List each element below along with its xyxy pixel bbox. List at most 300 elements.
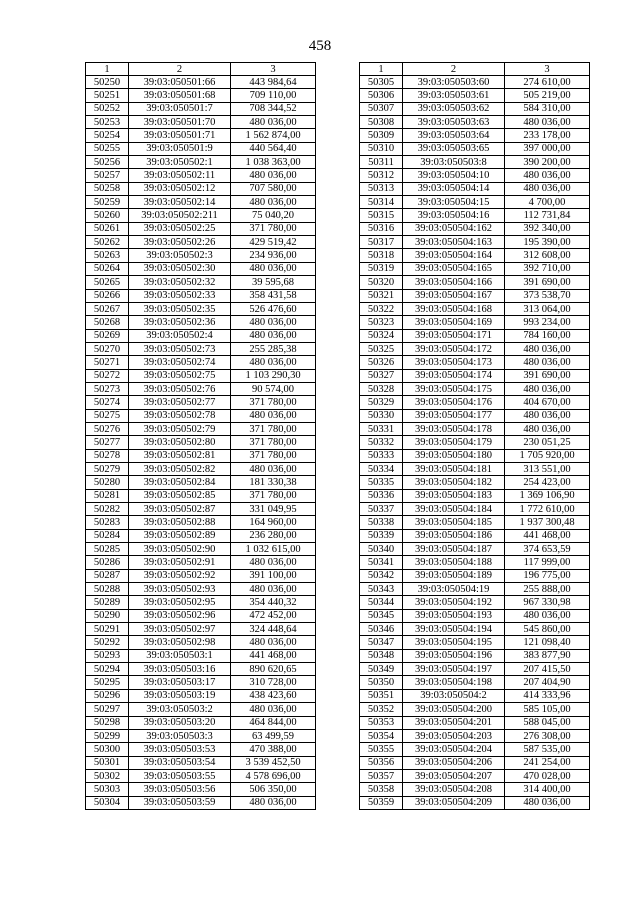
cadastral-number-cell: 39:03:050503:19 (129, 689, 231, 702)
cadastral-number-cell: 39:03:050502:80 (129, 436, 231, 449)
cadastral-number-cell: 39:03:050504:167 (403, 289, 505, 302)
value-cell: 331 049,95 (231, 503, 316, 516)
cadastral-number-cell: 39:03:050502:25 (129, 222, 231, 235)
value-cell: 207 404,90 (505, 676, 590, 689)
row-number-cell: 50334 (360, 462, 403, 475)
table-row (86, 583, 316, 596)
row-number-cell: 50354 (360, 729, 403, 742)
table-row (360, 649, 590, 662)
table-row (86, 302, 316, 315)
value-cell: 588 045,00 (505, 716, 590, 729)
value-cell: 480 036,00 (231, 796, 316, 809)
cadastral-number-cell: 39:03:050502:30 (129, 262, 231, 275)
value-cell: 1 562 874,00 (231, 129, 316, 142)
row-number-cell: 50298 (86, 716, 129, 729)
table-row (360, 249, 590, 262)
cadastral-number-cell: 39:03:050504:178 (403, 422, 505, 435)
value-cell: 397 000,00 (505, 142, 590, 155)
cadastral-number-cell: 39:03:050502:73 (129, 342, 231, 355)
table-row (360, 783, 590, 796)
row-number-cell: 50283 (86, 516, 129, 529)
cadastral-number-cell: 39:03:050503:16 (129, 663, 231, 676)
value-cell: 480 036,00 (231, 556, 316, 569)
row-number-cell: 50259 (86, 196, 129, 209)
table-row (360, 503, 590, 516)
row-number-cell: 50343 (360, 583, 403, 596)
column-header: 1 (360, 63, 403, 76)
table-row (360, 516, 590, 529)
cadastral-number-cell: 39:03:050502:82 (129, 462, 231, 475)
row-number-cell: 50269 (86, 329, 129, 342)
row-number-cell: 50338 (360, 516, 403, 529)
cadastral-number-cell: 39:03:050504:186 (403, 529, 505, 542)
row-number-cell: 50344 (360, 596, 403, 609)
table-row (86, 623, 316, 636)
row-number-cell: 50347 (360, 636, 403, 649)
table-row (360, 356, 590, 369)
cadastral-number-cell: 39:03:050503:56 (129, 783, 231, 796)
cadastral-number-cell: 39:03:050504:172 (403, 342, 505, 355)
table-row (360, 743, 590, 756)
value-cell: 241 254,00 (505, 756, 590, 769)
value-cell: 480 036,00 (231, 329, 316, 342)
cadastral-number-cell: 39:03:050503:55 (129, 769, 231, 782)
row-number-cell: 50333 (360, 449, 403, 462)
value-cell: 480 036,00 (231, 409, 316, 422)
value-cell: 480 036,00 (505, 182, 590, 195)
table-row (86, 556, 316, 569)
value-cell: 313 551,00 (505, 462, 590, 475)
row-number-cell: 50256 (86, 156, 129, 169)
value-cell: 1 032 615,00 (231, 543, 316, 556)
row-number-cell: 50297 (86, 703, 129, 716)
value-cell: 63 499,59 (231, 729, 316, 742)
table-row (86, 783, 316, 796)
row-number-cell: 50282 (86, 503, 129, 516)
cadastral-number-cell: 39:03:050504:176 (403, 396, 505, 409)
row-number-cell: 50352 (360, 703, 403, 716)
table-row (360, 663, 590, 676)
row-number-cell: 50257 (86, 169, 129, 182)
table-row (86, 396, 316, 409)
table-row (86, 236, 316, 249)
value-cell: 121 098,40 (505, 636, 590, 649)
table-row (360, 623, 590, 636)
row-number-cell: 50264 (86, 262, 129, 275)
value-cell: 195 390,00 (505, 236, 590, 249)
value-cell: 310 728,00 (231, 676, 316, 689)
value-cell: 480 036,00 (231, 462, 316, 475)
row-number-cell: 50305 (360, 76, 403, 89)
table-row (360, 543, 590, 556)
table-row (360, 569, 590, 582)
row-number-cell: 50350 (360, 676, 403, 689)
table-row (86, 116, 316, 129)
table-row (86, 102, 316, 115)
row-number-cell: 50329 (360, 396, 403, 409)
table-row (86, 529, 316, 542)
row-number-cell: 50331 (360, 422, 403, 435)
column-header: 3 (505, 63, 590, 76)
row-number-cell: 50262 (86, 236, 129, 249)
cadastral-number-cell: 39:03:050504:182 (403, 476, 505, 489)
cadastral-number-cell: 39:03:050502:89 (129, 529, 231, 542)
page-number: 458 (308, 38, 332, 54)
table-row (86, 476, 316, 489)
row-number-cell: 50285 (86, 543, 129, 556)
table-row (360, 262, 590, 275)
table-row (86, 516, 316, 529)
cadastral-number-cell: 39:03:050504:177 (403, 409, 505, 422)
table-row (360, 756, 590, 769)
table-row (360, 129, 590, 142)
cadastral-number-cell: 39:03:050501:71 (129, 129, 231, 142)
value-cell: 707 580,00 (231, 182, 316, 195)
table-row (86, 689, 316, 702)
value-cell: 207 415,50 (505, 663, 590, 676)
cadastral-number-cell: 39:03:050503:8 (403, 156, 505, 169)
row-number-cell: 50309 (360, 129, 403, 142)
value-cell: 1 103 290,30 (231, 369, 316, 382)
value-cell: 1 937 300,48 (505, 516, 590, 529)
table-row (360, 689, 590, 702)
row-number-cell: 50341 (360, 556, 403, 569)
table-row (360, 289, 590, 302)
row-number-cell: 50325 (360, 342, 403, 355)
row-number-cell: 50340 (360, 543, 403, 556)
value-cell: 390 200,00 (505, 156, 590, 169)
value-cell: 196 775,00 (505, 569, 590, 582)
value-cell: 470 028,00 (505, 769, 590, 782)
value-cell: 313 064,00 (505, 302, 590, 315)
table-row (360, 462, 590, 475)
row-number-cell: 50302 (86, 769, 129, 782)
value-cell: 39 595,68 (231, 276, 316, 289)
value-cell: 90 574,00 (231, 382, 316, 395)
row-number-cell: 50359 (360, 796, 403, 809)
value-cell: 526 476,60 (231, 302, 316, 315)
table-row (360, 703, 590, 716)
value-cell: 1 038 363,00 (231, 156, 316, 169)
row-number-cell: 50275 (86, 409, 129, 422)
value-cell: 164 960,00 (231, 516, 316, 529)
cadastral-number-cell: 39:03:050502:26 (129, 236, 231, 249)
cadastral-number-cell: 39:03:050504:15 (403, 196, 505, 209)
cadastral-number-cell: 39:03:050502:1 (129, 156, 231, 169)
row-number-cell: 50267 (86, 302, 129, 315)
value-cell: 371 780,00 (231, 436, 316, 449)
value-cell: 404 670,00 (505, 396, 590, 409)
table-row (360, 329, 590, 342)
table-row (86, 609, 316, 622)
row-number-cell: 50346 (360, 623, 403, 636)
cadastral-number-cell: 39:03:050502:95 (129, 596, 231, 609)
table-row (360, 369, 590, 382)
row-number-cell: 50268 (86, 316, 129, 329)
header-row (86, 63, 316, 76)
cadastral-number-cell: 39:03:050502:35 (129, 302, 231, 315)
table-row (86, 409, 316, 422)
value-cell: 709 110,00 (231, 89, 316, 102)
table-row (86, 196, 316, 209)
row-number-cell: 50253 (86, 116, 129, 129)
table-row (360, 76, 590, 89)
table-row (86, 769, 316, 782)
table-row (86, 596, 316, 609)
row-number-cell: 50278 (86, 449, 129, 462)
value-cell: 480 036,00 (231, 703, 316, 716)
table-row (86, 142, 316, 155)
cadastral-number-cell: 39:03:050502:36 (129, 316, 231, 329)
cadastral-number-cell: 39:03:050502:75 (129, 369, 231, 382)
value-cell: 545 860,00 (505, 623, 590, 636)
cadastral-number-cell: 39:03:050504:184 (403, 503, 505, 516)
row-number-cell: 50274 (86, 396, 129, 409)
cadastral-number-cell: 39:03:050504:181 (403, 462, 505, 475)
value-cell: 505 219,00 (505, 89, 590, 102)
value-cell: 371 780,00 (231, 449, 316, 462)
table-row (360, 556, 590, 569)
table-row (86, 676, 316, 689)
cadastral-number-cell: 39:03:050502:4 (129, 329, 231, 342)
value-cell: 255 888,00 (505, 583, 590, 596)
value-cell: 480 036,00 (231, 169, 316, 182)
row-number-cell: 50288 (86, 583, 129, 596)
value-cell: 480 036,00 (505, 342, 590, 355)
cadastral-number-cell: 39:03:050504:166 (403, 276, 505, 289)
table-row (86, 636, 316, 649)
value-cell: 480 036,00 (505, 422, 590, 435)
row-number-cell: 50337 (360, 503, 403, 516)
cadastral-number-cell: 39:03:050502:11 (129, 169, 231, 182)
cadastral-number-cell: 39:03:050503:59 (129, 796, 231, 809)
value-cell: 480 036,00 (505, 382, 590, 395)
cadastral-number-cell: 39:03:050503:64 (403, 129, 505, 142)
column-header: 2 (403, 63, 505, 76)
cadastral-number-cell: 39:03:050504:192 (403, 596, 505, 609)
value-cell: 4 578 696,00 (231, 769, 316, 782)
value-cell: 414 333,96 (505, 689, 590, 702)
table-row (86, 369, 316, 382)
value-cell: 890 620,65 (231, 663, 316, 676)
table-row (360, 142, 590, 155)
row-number-cell: 50270 (86, 342, 129, 355)
table-row (86, 382, 316, 395)
row-number-cell: 50327 (360, 369, 403, 382)
value-cell: 276 308,00 (505, 729, 590, 742)
table-row (360, 236, 590, 249)
row-number-cell: 50312 (360, 169, 403, 182)
cadastral-number-cell: 39:03:050502:93 (129, 583, 231, 596)
table-row (86, 462, 316, 475)
value-cell: 480 036,00 (231, 116, 316, 129)
cadastral-number-cell: 39:03:050504:193 (403, 609, 505, 622)
row-number-cell: 50339 (360, 529, 403, 542)
cadastral-number-cell: 39:03:050502:33 (129, 289, 231, 302)
value-cell: 371 780,00 (231, 422, 316, 435)
value-cell: 587 535,00 (505, 743, 590, 756)
table-row (360, 396, 590, 409)
row-number-cell: 50301 (86, 756, 129, 769)
row-number-cell: 50266 (86, 289, 129, 302)
table-row (360, 796, 590, 809)
row-number-cell: 50324 (360, 329, 403, 342)
value-cell: 480 036,00 (231, 356, 316, 369)
row-number-cell: 50255 (86, 142, 129, 155)
cadastral-number-cell: 39:03:050504:19 (403, 583, 505, 596)
value-cell: 236 280,00 (231, 529, 316, 542)
table-row (360, 302, 590, 315)
table-row (86, 76, 316, 89)
cadastral-number-cell: 39:03:050504:163 (403, 236, 505, 249)
row-number-cell: 50289 (86, 596, 129, 609)
cadastral-number-cell: 39:03:050504:165 (403, 262, 505, 275)
value-cell: 371 780,00 (231, 222, 316, 235)
cadastral-number-cell: 39:03:050502:78 (129, 409, 231, 422)
cadastral-number-cell: 39:03:050504:209 (403, 796, 505, 809)
cadastral-number-cell: 39:03:050504:208 (403, 783, 505, 796)
value-cell: 181 330,38 (231, 476, 316, 489)
cadastral-number-cell: 39:03:050502:74 (129, 356, 231, 369)
row-number-cell: 50260 (86, 209, 129, 222)
value-cell: 274 610,00 (505, 76, 590, 89)
table-row (360, 196, 590, 209)
table-row (86, 129, 316, 142)
value-cell: 230 051,25 (505, 436, 590, 449)
row-number-cell: 50279 (86, 462, 129, 475)
row-number-cell: 50323 (360, 316, 403, 329)
column-header: 2 (129, 63, 231, 76)
value-cell: 1 705 920,00 (505, 449, 590, 462)
value-cell: 480 036,00 (231, 583, 316, 596)
value-cell: 233 178,00 (505, 129, 590, 142)
value-cell: 480 036,00 (505, 409, 590, 422)
cadastral-number-cell: 39:03:050504:183 (403, 489, 505, 502)
cadastral-number-cell: 39:03:050504:174 (403, 369, 505, 382)
row-number-cell: 50314 (360, 196, 403, 209)
value-cell: 480 036,00 (505, 356, 590, 369)
row-number-cell: 50358 (360, 783, 403, 796)
row-number-cell: 50330 (360, 409, 403, 422)
table-row (360, 596, 590, 609)
value-cell: 708 344,52 (231, 102, 316, 115)
cadastral-number-cell: 39:03:050501:7 (129, 102, 231, 115)
row-number-cell: 50272 (86, 369, 129, 382)
row-number-cell: 50299 (86, 729, 129, 742)
value-cell: 391 690,00 (505, 276, 590, 289)
value-cell: 1 772 610,00 (505, 503, 590, 516)
row-number-cell: 50342 (360, 569, 403, 582)
table-row (360, 422, 590, 435)
cadastral-number-cell: 39:03:050504:187 (403, 543, 505, 556)
table-row (360, 116, 590, 129)
row-number-cell: 50292 (86, 636, 129, 649)
table-row (360, 529, 590, 542)
cadastral-number-cell: 39:03:050503:1 (129, 649, 231, 662)
cadastral-number-cell: 39:03:050501:66 (129, 76, 231, 89)
cadastral-number-cell: 39:03:050504:2 (403, 689, 505, 702)
cadastral-number-cell: 39:03:050502:96 (129, 609, 231, 622)
row-number-cell: 50326 (360, 356, 403, 369)
cadastral-number-cell: 39:03:050502:88 (129, 516, 231, 529)
row-number-cell: 50263 (86, 249, 129, 262)
row-number-cell: 50281 (86, 489, 129, 502)
row-number-cell: 50310 (360, 142, 403, 155)
table-row (360, 729, 590, 742)
header-row (360, 63, 590, 76)
cadastral-number-cell: 39:03:050504:173 (403, 356, 505, 369)
row-number-cell: 50321 (360, 289, 403, 302)
value-cell: 1 369 106,90 (505, 489, 590, 502)
row-number-cell: 50258 (86, 182, 129, 195)
row-number-cell: 50304 (86, 796, 129, 809)
cadastral-number-cell: 39:03:050503:53 (129, 743, 231, 756)
cadastral-number-cell: 39:03:050503:3 (129, 729, 231, 742)
row-number-cell: 50332 (360, 436, 403, 449)
cadastral-number-cell: 39:03:050502:76 (129, 382, 231, 395)
row-number-cell: 50293 (86, 649, 129, 662)
value-cell: 438 423,60 (231, 689, 316, 702)
row-number-cell: 50322 (360, 302, 403, 315)
table-row (360, 449, 590, 462)
cadastral-number-cell: 39:03:050504:16 (403, 209, 505, 222)
table-row (360, 342, 590, 355)
cadastral-number-cell: 39:03:050503:60 (403, 76, 505, 89)
value-cell: 374 653,59 (505, 543, 590, 556)
row-number-cell: 50294 (86, 663, 129, 676)
cadastral-number-cell: 39:03:050502:91 (129, 556, 231, 569)
table-row (360, 182, 590, 195)
table-row (86, 449, 316, 462)
table-row (86, 249, 316, 262)
value-cell: 75 040,20 (231, 209, 316, 222)
value-cell: 440 564,40 (231, 142, 316, 155)
cadastral-number-cell: 39:03:050504:204 (403, 743, 505, 756)
row-number-cell: 50303 (86, 783, 129, 796)
cadastral-number-cell: 39:03:050504:168 (403, 302, 505, 315)
cadastral-number-cell: 39:03:050504:185 (403, 516, 505, 529)
row-number-cell: 50356 (360, 756, 403, 769)
row-number-cell: 50351 (360, 689, 403, 702)
row-number-cell: 50349 (360, 663, 403, 676)
table-row (360, 609, 590, 622)
cadastral-number-cell: 39:03:050504:197 (403, 663, 505, 676)
cadastral-number-cell: 39:03:050504:196 (403, 649, 505, 662)
cadastral-number-cell: 39:03:050502:77 (129, 396, 231, 409)
cadastral-number-cell: 39:03:050501:68 (129, 89, 231, 102)
row-number-cell: 50319 (360, 262, 403, 275)
row-number-cell: 50336 (360, 489, 403, 502)
value-cell: 392 340,00 (505, 222, 590, 235)
value-cell: 383 877,90 (505, 649, 590, 662)
value-cell: 392 710,00 (505, 262, 590, 275)
row-number-cell: 50313 (360, 182, 403, 195)
cadastral-number-cell: 39:03:050503:17 (129, 676, 231, 689)
value-cell: 429 519,42 (231, 236, 316, 249)
cadastral-number-cell: 39:03:050502:14 (129, 196, 231, 209)
value-cell: 234 936,00 (231, 249, 316, 262)
cadastral-number-cell: 39:03:050502:87 (129, 503, 231, 516)
cadastral-number-cell: 39:03:050502:32 (129, 276, 231, 289)
value-cell: 480 036,00 (505, 169, 590, 182)
row-number-cell: 50284 (86, 529, 129, 542)
cadastral-number-cell: 39:03:050504:188 (403, 556, 505, 569)
row-number-cell: 50320 (360, 276, 403, 289)
table-row (360, 583, 590, 596)
cadastral-number-cell: 39:03:050503:20 (129, 716, 231, 729)
table-row (86, 422, 316, 435)
table-row (360, 476, 590, 489)
